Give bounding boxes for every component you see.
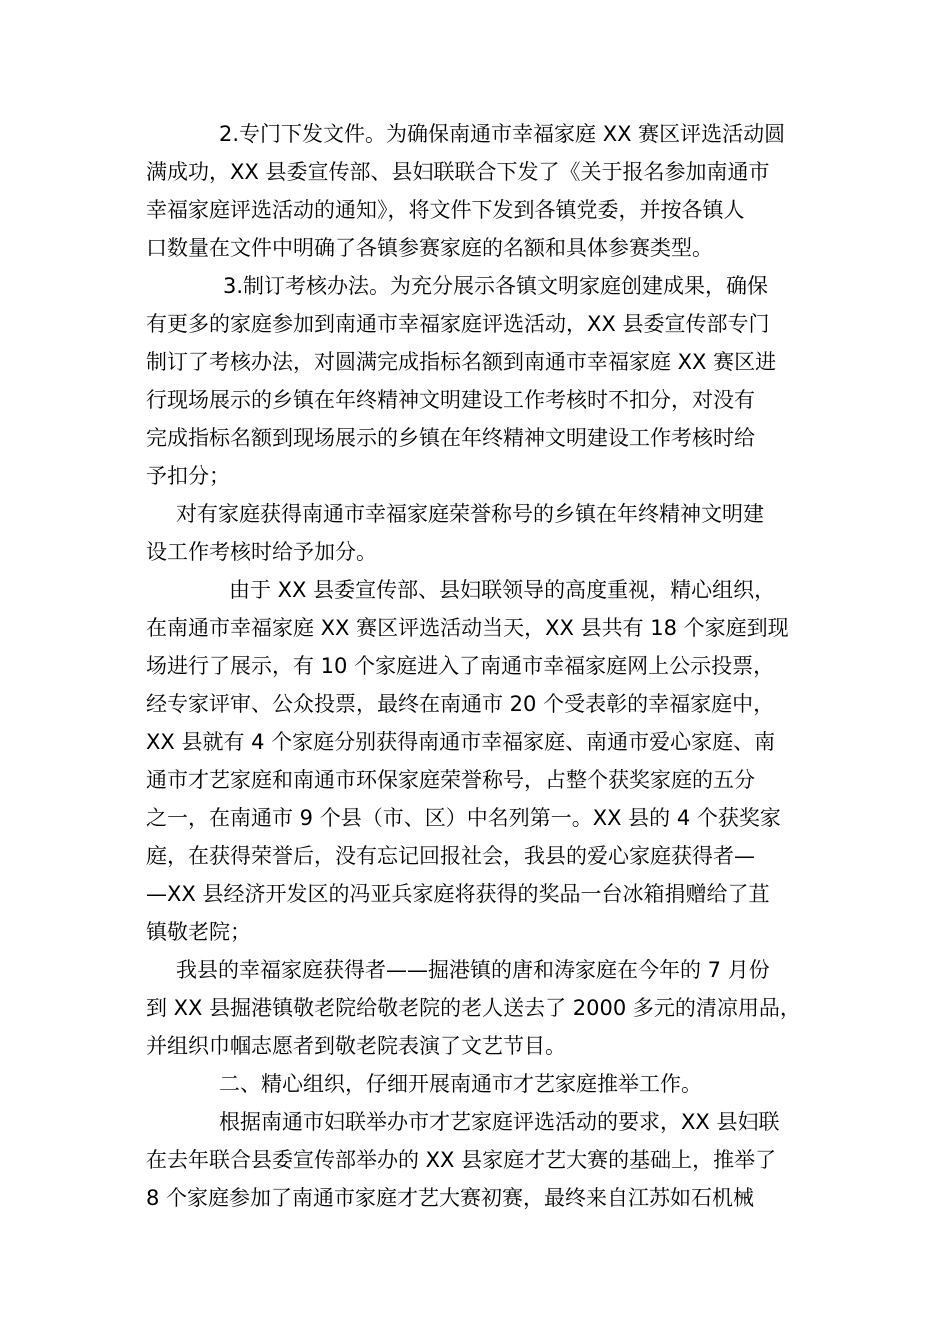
text-line: 对有家庭获得南通市幸福家庭荣誉称号的乡镇在年终精神文明建 xyxy=(176,502,764,526)
text-line: 幸福家庭评选活动的通知》，将文件下发到各镇党委，并按各镇人 xyxy=(146,198,745,222)
text-line: 场进行了展示，有 10 个家庭进入了南通市幸福家庭网上公示投票， xyxy=(146,654,775,678)
text-line: 根据南通市妇联举办市才艺家庭评选活动的要求，XX 县妇联 xyxy=(219,1110,780,1134)
text-line: 有更多的家庭参加到南通市幸福家庭评选活动，XX 县委宣传部专门 xyxy=(146,312,770,336)
text-line: 8 个家庭参加了南通市家庭才艺大赛初赛，最终来自江苏如石机械 xyxy=(146,1186,755,1210)
text-line: 庭，在获得荣誉后，没有忘记回报社会，我县的爱心家庭获得者— xyxy=(146,844,755,868)
text-line: —XX 县经济开发区的冯亚兵家庭将获得的奖品一台冰箱捐赠给了苴 xyxy=(146,882,770,906)
text-line: 制订了考核办法，对圆满完成指标名额到南通市幸福家庭 XX 赛区进 xyxy=(146,350,777,374)
text-line: 行现场展示的乡镇在年终精神文明建设工作考核时不扣分，对没有 xyxy=(146,388,755,412)
section-heading: 二、精心组织，仔细开展南通市才艺家庭推举工作。 xyxy=(219,1072,702,1096)
text-line: 设工作考核时给予加分。 xyxy=(146,540,377,564)
text-line: 口数量在文件中明确了各镇参赛家庭的名额和具体参赛类型。 xyxy=(146,236,713,260)
text-line: 在南通市幸福家庭 XX 赛区评选活动当天，XX 县共有 18 个家庭到现 xyxy=(146,616,789,640)
text-line: XX 县就有 4 个家庭分别获得南通市幸福家庭、南通市爱心家庭、南 xyxy=(146,730,776,754)
text-line: 满成功，XX 县委宣传部、县妇联联合下发了《关于报名参加南通市 xyxy=(146,160,770,184)
text-line: 并组织巾帼志愿者到敬老院表演了文艺节目。 xyxy=(146,1034,566,1058)
text-line: 我县的幸福家庭获得者——掘港镇的唐和涛家庭在今年的 7 月份 xyxy=(176,958,770,982)
text-line: 完成指标名额到现场展示的乡镇在年终精神文明建设工作考核时给 xyxy=(146,426,755,450)
text-line: 镇敬老院； xyxy=(146,920,251,944)
text-line: 在去年联合县委宣传部举办的 XX 县家庭才艺大赛的基础上，推举了 xyxy=(146,1148,777,1172)
text-line: 通市才艺家庭和南通市环保家庭荣誉称号，占整个获奖家庭的五分 xyxy=(146,768,755,792)
text-line: 经专家评审、公众投票，最终在南通市 20 个受表彰的幸福家庭中， xyxy=(146,692,775,716)
text-line: 到 XX 县掘港镇敬老院给敬老院的老人送去了 2000 多元的清凉用品， xyxy=(146,996,801,1020)
text-line: 之一，在南通市 9 个县（市、区）中名列第一。XX 县的 4 个获奖家 xyxy=(146,806,781,830)
text-line: 2.专门下发文件。为确保南通市幸福家庭 XX 赛区评选活动圆 xyxy=(219,122,786,146)
text-line: 予扣分； xyxy=(146,464,230,488)
text-line: 3.制订考核办法。为充分展示各镇文明家庭创建成果，确保 xyxy=(223,274,769,298)
text-line: 由于 XX 县委宣传部、县妇联领导的高度重视，精心组织， xyxy=(229,578,776,602)
